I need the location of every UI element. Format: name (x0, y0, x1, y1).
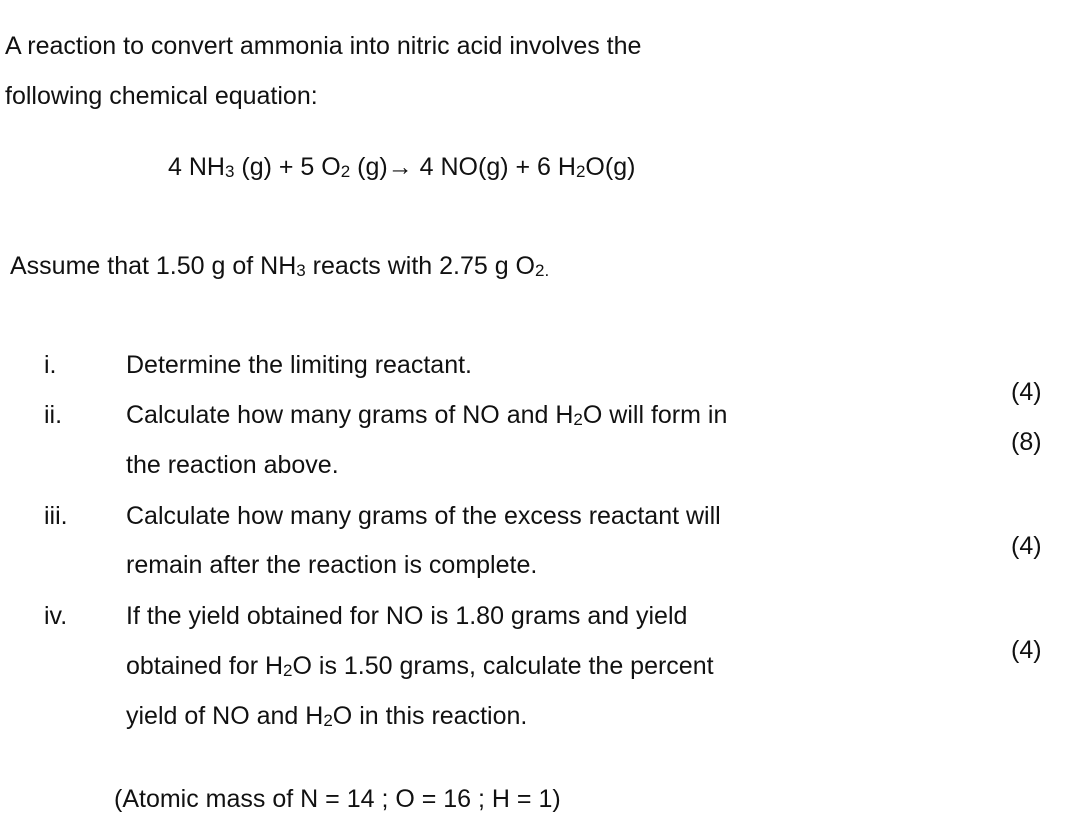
equation-subscript-2: 2 (340, 162, 351, 181)
equation-part-4: O(g) (585, 153, 636, 181)
question-iv-line-3 (126, 704, 527, 729)
equation-subscript-1: 3 (224, 162, 235, 181)
question-iv-line-2-part-1: obtained for H (126, 652, 284, 680)
question-iv-line-2-part-2: O is 1.50 grams, calculate the percent (292, 652, 714, 680)
question-ii-subscript: 2 (573, 410, 583, 429)
question-iii-mark: (4) (1011, 532, 1042, 560)
equation-part-2: (g) + 5 O (234, 153, 341, 181)
question-number-i: i. (44, 351, 57, 379)
equation-subscript-3: 2 (575, 162, 586, 181)
question-number-iv: iv. (44, 602, 68, 630)
atomic-mass-note: (Atomic mass of N = 14 ; O = 16 ; H = 1) (114, 785, 561, 813)
question-ii-line-1-part-2: O will form in (582, 401, 728, 429)
chemical-equation (168, 155, 635, 180)
equation-part-1: 4 NH (168, 153, 225, 181)
question-ii-line-2: the reaction above. (126, 451, 339, 479)
question-number-ii: ii. (44, 401, 63, 429)
assumption-text (10, 254, 549, 279)
question-number-iii: iii. (44, 502, 68, 530)
question-iv-line-2-subscript: 2 (283, 661, 293, 680)
question-ii-line-1-part-1: Calculate how many grams of NO and H (126, 401, 574, 429)
question-iii-line-1: Calculate how many grams of the excess reactant will (126, 502, 721, 530)
question-iv-line-1: If the yield obtained for NO is 1.80 grams and yield (126, 602, 688, 630)
question-i-text: Determine the limiting reactant. (126, 351, 472, 379)
question-iii-line-2: remain after the reaction is complete. (126, 551, 538, 579)
assumption-part-1: Assume that 1.50 g of NH (10, 252, 297, 280)
question-ii-line-1 (126, 403, 727, 428)
assumption-part-2: reacts with 2.75 g O (305, 252, 536, 280)
intro-line-2: following chemical equation: (5, 82, 318, 110)
equation-part-3: (g)→ 4 NO(g) + 6 H (350, 153, 576, 181)
question-iv-line-3-part-1: yield of NO and H (126, 702, 324, 730)
intro-line-1: A reaction to convert ammonia into nitric acid involves the (5, 32, 642, 60)
question-ii-mark: (8) (1011, 428, 1042, 456)
question-iv-line-3-subscript: 2 (323, 711, 333, 730)
question-i-mark: (4) (1011, 378, 1042, 406)
question-iv-mark: (4) (1011, 636, 1042, 664)
question-iv-line-3-part-2: O in this reaction. (332, 702, 528, 730)
assumption-subscript-2: 2. (535, 261, 550, 280)
assumption-subscript-1: 3 (296, 261, 306, 280)
question-iv-line-2 (126, 654, 714, 679)
